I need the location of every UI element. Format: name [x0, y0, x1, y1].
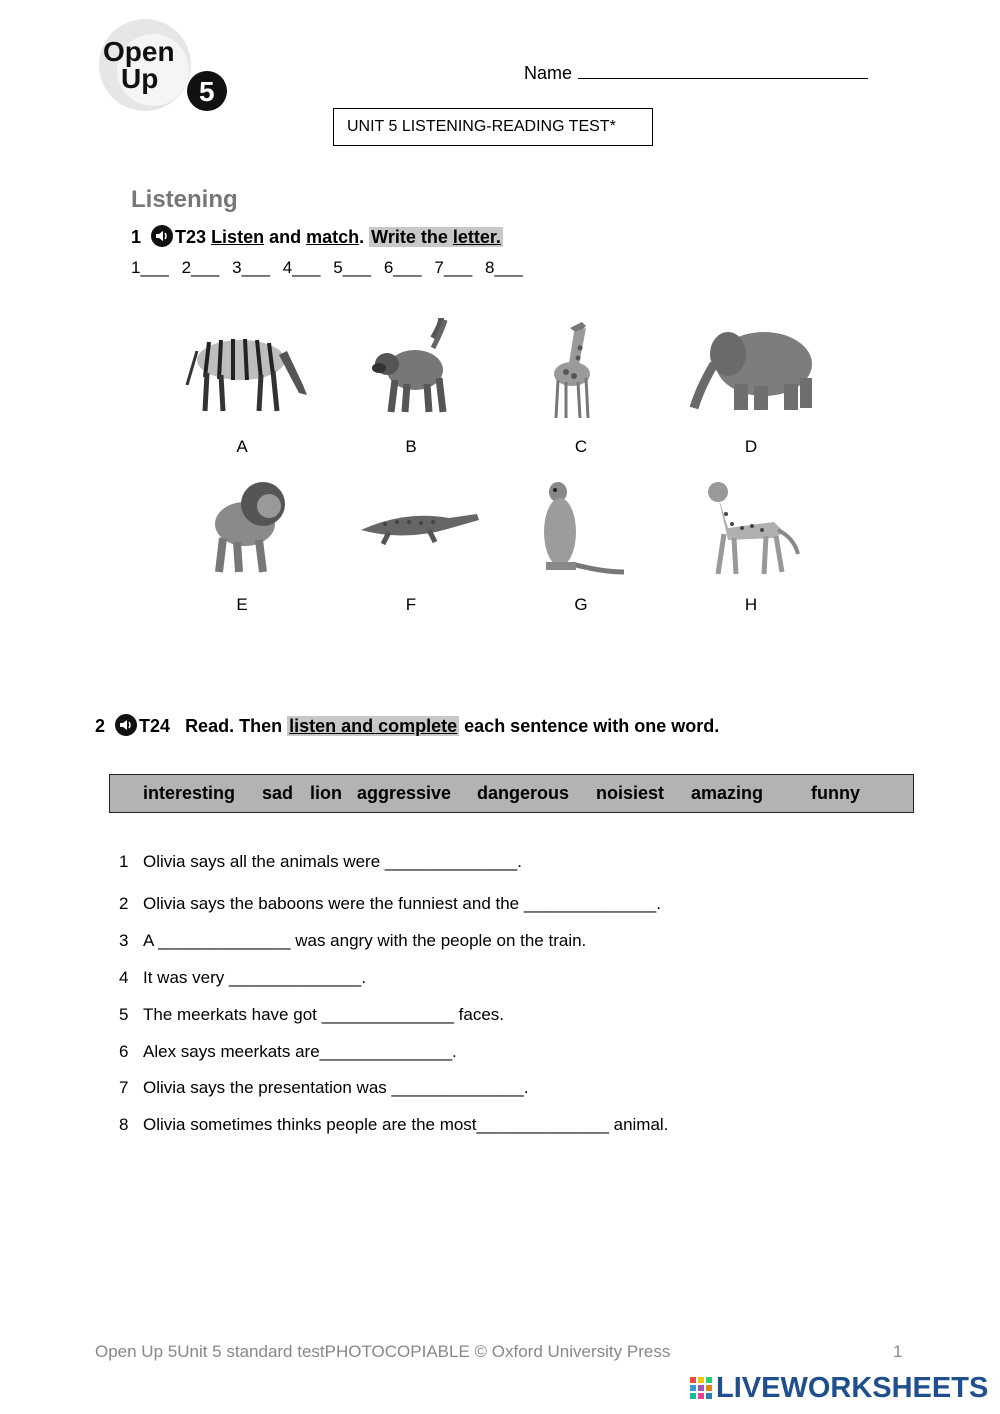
answer-blank[interactable]: 1___ [131, 258, 169, 277]
question-item [119, 1078, 529, 1098]
word-bank-item: noisiest [596, 783, 665, 803]
answer-blank[interactable]: 8___ [484, 258, 523, 277]
question-text: Alex says meerkats are______________. [143, 1042, 457, 1061]
animal-letter: E [236, 595, 248, 614]
lion-icon [175, 476, 315, 576]
zebra-icon [175, 315, 315, 415]
task2-number: 2 [95, 716, 106, 736]
task2-rest: each sentence with one word. [464, 716, 720, 736]
liveworksheets-grid-icon [690, 1374, 712, 1396]
name-field [524, 62, 868, 84]
word-bank-item: funny [811, 783, 860, 803]
question-item [119, 1005, 504, 1025]
question-text: Olivia says the baboons were the funniest and the ______________. [143, 894, 661, 913]
animal-letter: A [236, 437, 248, 456]
animal-letter: B [405, 437, 417, 456]
answer-blank[interactable]: 4___ [282, 258, 321, 277]
task2-instruction [95, 714, 719, 737]
question-text: Olivia says the presentation was ______________. [143, 1078, 529, 1097]
test-title: UNIT 5 LISTENING-READING TEST* [333, 108, 653, 146]
question-item [119, 931, 586, 951]
section-heading: Listening [131, 186, 238, 213]
task1-and: and [269, 227, 302, 247]
question-number: 8 [119, 1115, 129, 1134]
task2-read-then: Read. Then [185, 716, 283, 736]
open-up-logo [93, 18, 233, 114]
question-number: 2 [119, 894, 129, 913]
audio-speaker-icon[interactable] [115, 714, 137, 736]
task2-track: T24 [139, 716, 171, 736]
answer-blank[interactable]: 3___ [232, 258, 270, 277]
footer-copyright: Open Up 5Unit 5 standard testPHOTOCOPIABLE © Oxford University Press [95, 1342, 671, 1361]
task1-listen: Listen [211, 227, 265, 247]
task1-letter: letter. [452, 227, 501, 247]
liveworksheets-logo [690, 1372, 988, 1405]
animal-letter: H [744, 595, 758, 614]
answer-blank[interactable]: 6___ [383, 258, 422, 277]
task1-track: T23 [175, 227, 207, 247]
question-number: 6 [119, 1042, 129, 1061]
giraffe-icon [512, 318, 652, 418]
audio-speaker-icon[interactable] [151, 225, 173, 247]
animal-letter: G [574, 595, 588, 614]
word-bank-item: amazing [691, 783, 764, 803]
svg-text:Up: Up [121, 63, 159, 94]
question-item [119, 1042, 457, 1062]
question-number: 1 [119, 852, 129, 871]
task1-number: 1 [131, 227, 142, 247]
question-item [119, 968, 366, 988]
answer-blank[interactable]: 7___ [434, 258, 473, 277]
answer-blank[interactable]: 5___ [333, 258, 372, 277]
question-number: 7 [119, 1078, 129, 1097]
page-number: 1 [893, 1342, 903, 1361]
svg-text:Open: Open [103, 36, 175, 67]
question-number: 4 [119, 968, 129, 987]
task1-write-the: Write the [371, 227, 448, 247]
baboon-icon [345, 318, 485, 418]
animal-letter: F [405, 595, 417, 614]
word-bank [109, 774, 914, 813]
word-bank-item: interesting [143, 783, 236, 803]
name-label: Name [524, 63, 573, 83]
task2-listen-complete: listen and complete [289, 716, 458, 736]
question-number: 3 [119, 931, 129, 950]
elephant-icon [688, 318, 828, 418]
task1-highlight [369, 227, 503, 247]
word-bank-item: dangerous [477, 783, 570, 803]
answer-blank[interactable]: 2___ [181, 258, 220, 277]
liveworksheets-text: LIVEWORKSHEETS [716, 1372, 989, 1404]
question-item [119, 1115, 668, 1135]
crocodile-icon [345, 480, 485, 580]
question-text: The meerkats have got ______________ faces. [143, 1005, 505, 1024]
question-text: Olivia says all the animals were ______________. [143, 852, 522, 871]
name-blank[interactable] [578, 62, 868, 79]
svg-text:5: 5 [199, 76, 215, 107]
question-item [119, 894, 661, 914]
word-bank-item: lion [310, 783, 342, 803]
question-text: It was very ______________. [143, 968, 367, 987]
question-text: A ______________ was angry with the people on the train. [143, 931, 587, 950]
meerkat-icon [512, 480, 652, 580]
task1-dot: . [359, 227, 365, 247]
question-item [119, 852, 522, 872]
animal-letter: C [574, 437, 588, 456]
word-bank-item: aggressive [357, 783, 452, 803]
animal-letter: D [744, 437, 758, 456]
task1-instruction [131, 225, 503, 248]
task1-match: match [306, 227, 360, 247]
task1-answer-blanks[interactable] [131, 258, 531, 278]
question-number: 5 [119, 1005, 129, 1024]
cheetah-icon [688, 478, 828, 578]
word-bank-item: sad [262, 783, 294, 803]
question-text: Olivia sometimes thinks people are the most______________ animal. [143, 1115, 669, 1134]
